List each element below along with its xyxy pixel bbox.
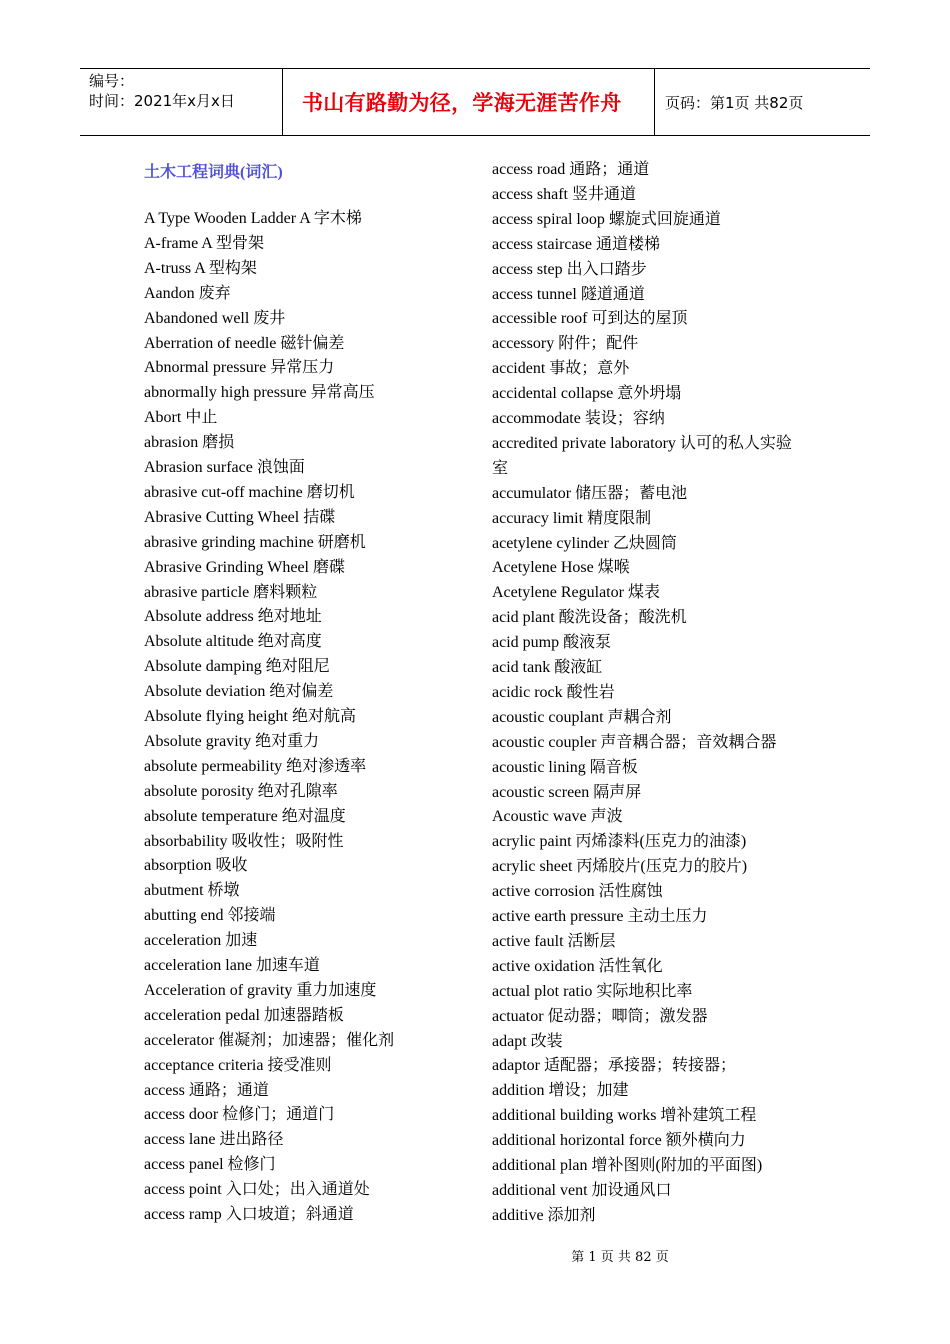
glossary-entry: active fault 活断层 — [492, 932, 616, 950]
glossary-entry: additional building works 增补建筑工程 — [492, 1107, 757, 1125]
id-label: 编号： — [89, 72, 135, 90]
glossary-entry: acoustic lining 隔音板 — [492, 758, 638, 776]
glossary-entry: 室 — [492, 459, 509, 477]
glossary-entry: additional plan 增补图则(附加的平面图) — [492, 1157, 763, 1174]
glossary-entry: accredited private laboratory 认可的私人实验 — [492, 434, 792, 452]
glossary-entry: accuracy limit 精度限制 — [492, 509, 652, 527]
header-table — [80, 68, 870, 136]
glossary-entry: abrasion 磨损 — [144, 434, 235, 452]
glossary-entry: accessible roof 可到达的屋顶 — [492, 310, 688, 328]
glossary-entry: Abandoned well 废井 — [144, 309, 286, 327]
glossary-entry: acoustic couplant 声耦合剂 — [492, 708, 672, 726]
glossary-entry: acid tank 酸液缸 — [492, 659, 603, 676]
glossary-entry: actual plot ratio 实际地积比率 — [492, 982, 693, 1000]
glossary-entry: Acceleration of gravity 重力加速度 — [144, 981, 377, 999]
glossary-entry: A Type Wooden Ladder A 字木梯 — [144, 210, 362, 227]
glossary-entry: absolute permeability 绝对渗透率 — [144, 757, 367, 775]
glossary-entry: actuator 促动器；唧筒；激发器 — [492, 1007, 708, 1025]
glossary-entry: access panel 检修门 — [144, 1156, 276, 1174]
glossary-entry: acrylic paint 丙烯漆料(压克力的油漆) — [492, 833, 747, 851]
glossary-entry: acceleration lane 加速车道 — [144, 957, 320, 974]
glossary-entry: access spiral loop 螺旋式回旋通道 — [492, 210, 721, 228]
glossary-entry: acceleration 加速 — [144, 932, 258, 950]
glossary-entry: access step 出入口踏步 — [492, 260, 647, 278]
page-info-cell — [655, 69, 870, 135]
glossary-entry: Absolute altitude 绝对高度 — [144, 633, 322, 651]
glossary-entry: Absolute deviation 绝对偏差 — [144, 683, 334, 701]
glossary-entry: access staircase 通道楼梯 — [492, 235, 660, 253]
glossary-entry: abrasive particle 磨料颗粒 — [144, 583, 318, 601]
time-label: 时间：2021年x月x日 — [89, 92, 235, 110]
glossary-entry: access shaft 竖井通道 — [492, 185, 636, 203]
glossary-entry: access door 检修门；通道门 — [144, 1106, 335, 1124]
glossary-entry: access point 入口处；出入通道处 — [144, 1181, 370, 1199]
document-title: 土木工程词典(词汇) — [144, 164, 283, 181]
glossary-entry: active corrosion 活性腐蚀 — [492, 883, 663, 901]
glossary-entry: abutting end 邻接端 — [144, 907, 276, 925]
page-footer: 第 1 页 共 82 页 — [571, 1250, 669, 1265]
glossary-entry: Abrasive Cutting Wheel 拮碟 — [144, 508, 336, 526]
glossary-entry: acrylic sheet 丙烯胶片(压克力的胶片) — [492, 858, 748, 876]
glossary-entry: Abnormal pressure 异常压力 — [144, 359, 335, 377]
glossary-entry: additional horizontal force 额外横向力 — [492, 1132, 746, 1150]
glossary-entry: adaptor 适配器；承接器；转接器； — [492, 1057, 736, 1075]
motto-cell — [282, 69, 655, 135]
glossary-entry: A-frame A 型骨架 — [144, 234, 264, 252]
glossary-entry: Absolute damping 绝对阻尼 — [144, 658, 330, 676]
glossary-entry: absolute temperature 绝对温度 — [144, 807, 346, 825]
motto-text: 书山有路勤为径，学海无涯苦作舟 — [302, 91, 622, 115]
glossary-entry: accident 事故；意外 — [492, 360, 630, 378]
glossary-entry: accidental collapse 意外坍塌 — [492, 385, 682, 403]
glossary-entry: abrasive grinding machine 研磨机 — [144, 533, 366, 551]
glossary-entry: absorbability 吸收性；吸附性 — [144, 832, 344, 850]
header-meta-cell — [80, 69, 282, 135]
glossary-entry: Abrasion surface 浪蚀面 — [144, 459, 305, 476]
glossary-entry: adapt 改装 — [492, 1032, 563, 1050]
glossary-entry: accessory 附件；配件 — [492, 335, 639, 353]
glossary-entry: A-truss A 型构架 — [144, 259, 257, 277]
glossary-entry: acoustic screen 隔声屏 — [492, 783, 642, 801]
glossary-entry: accumulator 储压器；蓄电池 — [492, 484, 688, 502]
glossary-entry: accelerator 催凝剂；加速器；催化剂 — [144, 1031, 395, 1049]
glossary-entry: additional vent 加设通风口 — [492, 1181, 672, 1199]
glossary-entry: abnormally high pressure 异常高压 — [144, 384, 375, 402]
glossary-entry: active oxidation 活性氧化 — [492, 957, 663, 975]
glossary-entry: acceptance criteria 接受准则 — [144, 1056, 332, 1074]
glossary-entry: active earth pressure 主动土压力 — [492, 908, 708, 925]
glossary-entry: acidic rock 酸性岩 — [492, 683, 615, 701]
glossary-entry: access ramp 入口坡道；斜通道 — [144, 1206, 354, 1223]
glossary-entry: acceleration pedal 加速器踏板 — [144, 1006, 344, 1024]
glossary-entry: Acetylene Hose 煤喉 — [492, 559, 630, 577]
glossary-entry: acoustic coupler 声音耦合器；音效耦合器 — [492, 733, 777, 751]
glossary-entry: accommodate 装设；容纳 — [492, 410, 665, 427]
glossary-entry: Absolute address 绝对地址 — [144, 608, 322, 626]
glossary-entry: Acoustic wave 声波 — [492, 808, 623, 826]
page-info-text: 页码：第1页 共82页 — [665, 93, 804, 112]
glossary-entry: Aberration of needle 磁针偏差 — [144, 334, 345, 352]
glossary-entry: access road 通路；通道 — [492, 161, 650, 178]
glossary-entry: Acetylene Regulator 煤表 — [492, 584, 660, 602]
glossary-entry: abrasive cut-off machine 磨切机 — [144, 483, 355, 501]
glossary-entry: acid pump 酸液泵 — [492, 634, 612, 652]
glossary-entry: access 通路；通道 — [144, 1081, 269, 1099]
glossary-entry: additive 添加剂 — [492, 1206, 596, 1224]
glossary-entry: Absolute gravity 绝对重力 — [144, 732, 320, 750]
glossary-entry: access lane 进出路径 — [144, 1131, 284, 1149]
glossary-entry: acetylene cylinder 乙炔圆筒 — [492, 534, 677, 552]
glossary-entry: Aandon 废弃 — [144, 284, 231, 302]
glossary-entry: Abrasive Grinding Wheel 磨碟 — [144, 558, 345, 576]
glossary-entry: addition 增设；加建 — [492, 1082, 629, 1100]
glossary-entry: Absolute flying height 绝对航高 — [144, 708, 356, 725]
glossary-entry: Abort 中止 — [144, 409, 218, 427]
glossary-entry: access tunnel 隧道通道 — [492, 285, 645, 303]
glossary-entry: absolute porosity 绝对孔隙率 — [144, 782, 338, 800]
glossary-entry: absorption 吸收 — [144, 857, 248, 875]
glossary-entry: acid plant 酸洗设备；酸洗机 — [492, 609, 687, 627]
glossary-entry: abutment 桥墩 — [144, 882, 240, 900]
